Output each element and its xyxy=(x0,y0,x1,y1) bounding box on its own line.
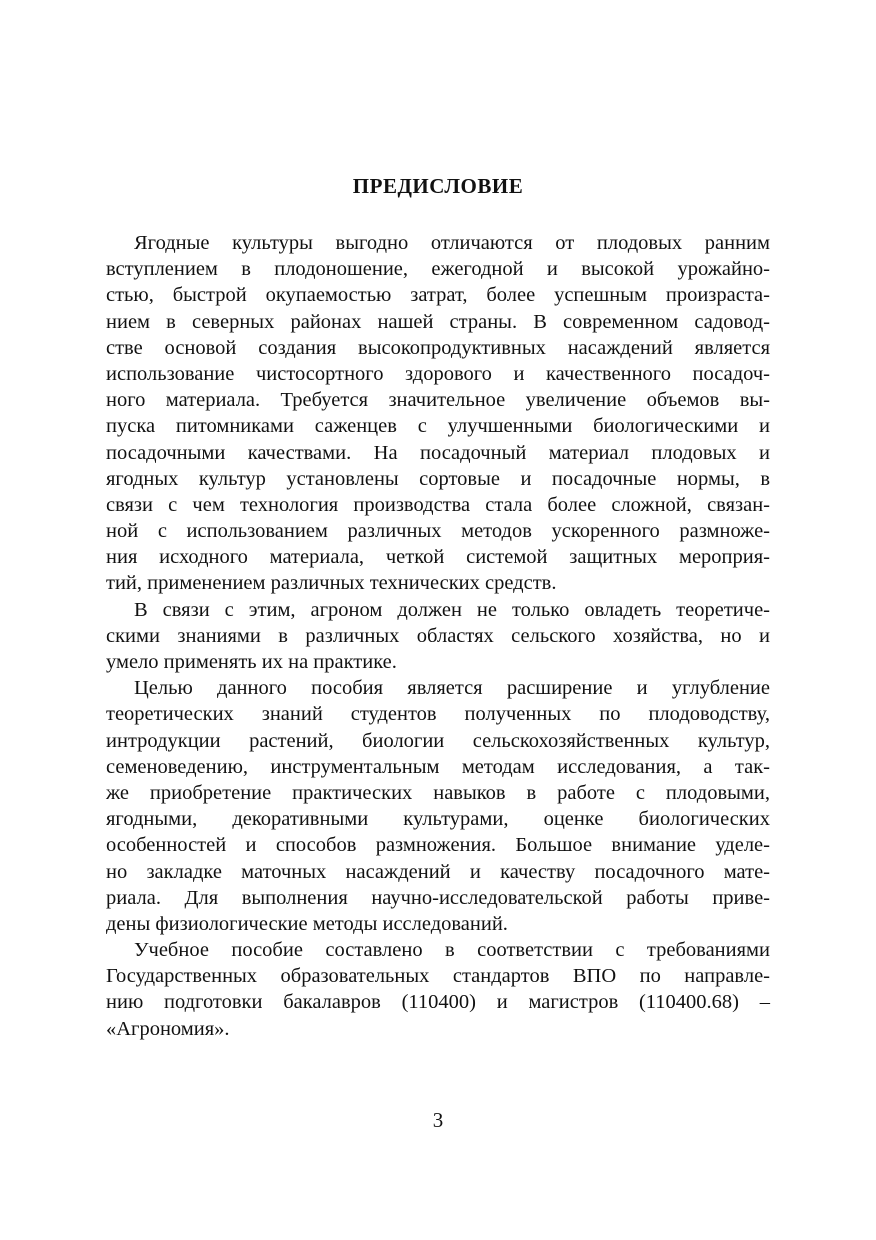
text-line: тий, применением различных технических средств. xyxy=(106,572,557,595)
text-line: дены физиологические методы исследований. xyxy=(106,912,508,935)
text-line: ной с использованием различных методов ускоренного размноже- xyxy=(106,520,770,543)
text-line: же приобретение практических навыков в работе с плодовыми, xyxy=(106,781,770,804)
text-line: стью, быстрой окупаемостью затрат, более успешным произраста- xyxy=(106,284,770,307)
text-line: особенностей и способов размножения. Большое внимание уделе- xyxy=(106,834,770,857)
text-line: скими знаниями в различных областях сельского хозяйства, но и xyxy=(106,624,770,647)
text-line: но закладке маточных насаждений и качеству посадочного мате- xyxy=(106,860,770,883)
text-line: нию подготовки бакалавров (110400) и магистров (110400.68) – xyxy=(106,991,770,1014)
text-line: посадочными качествами. На посадочный материал плодовых и xyxy=(106,441,770,464)
document-page xyxy=(106,172,770,1042)
text-line: вступлением в плодоношение, ежегодной и высокой урожайно- xyxy=(106,258,770,281)
text-line: нием в северных районах нашей страны. В современном садовод- xyxy=(106,310,770,333)
paragraph xyxy=(106,675,770,937)
text-line: Ягодные культуры выгодно отличаются от плодовых ранним xyxy=(134,232,770,254)
text-line: теоретических знаний студентов полученных по плодоводству, xyxy=(106,703,770,726)
text-line: интродукции растений, биологии сельскохозяйственных культур, xyxy=(106,729,770,752)
text-line: «Агрономия». xyxy=(106,1017,230,1040)
page-number: 3 xyxy=(432,1108,444,1132)
text-line: ягодными, декоративными культурами, оценке биологических xyxy=(106,808,770,831)
document-body xyxy=(106,230,770,1042)
text-line: риала. Для выполнения научно-исследовательской работы приве- xyxy=(106,886,770,909)
text-line: связи с чем технология производства стала более сложной, связан- xyxy=(106,493,770,516)
text-line: Целью данного пособия является расширение и углубление xyxy=(134,677,770,700)
paragraph xyxy=(106,597,770,676)
text-line: стве основой создания высокопродуктивных насаждений является xyxy=(106,336,770,359)
paragraph xyxy=(106,937,770,1042)
text-line: пуска питомниками саженцев с улучшенными биологическими и xyxy=(106,415,770,438)
paragraph xyxy=(106,230,770,597)
text-line: Учебное пособие составлено в соответствии с требованиями xyxy=(134,939,770,962)
text-line: ного материала. Требуется значительное увеличение объемов вы- xyxy=(106,389,770,412)
page-title: ПРЕДИСЛОВИЕ xyxy=(352,174,524,198)
text-line: ния исходного материала, четкой системой защитных мероприя- xyxy=(106,546,770,569)
text-line: ягодных культур установлены сортовые и посадочные нормы, в xyxy=(106,467,770,490)
text-line: использование чистосортного здорового и качественного посадоч- xyxy=(106,362,770,385)
text-line: умело применять их на практике. xyxy=(106,651,397,673)
text-line: В связи с этим, агроном должен не только овладеть теоретиче- xyxy=(134,598,770,621)
text-line: семеноведению, инструментальным методам исследования, а так- xyxy=(106,755,770,778)
text-line: Государственных образовательных стандартов ВПО по направле- xyxy=(106,965,770,988)
